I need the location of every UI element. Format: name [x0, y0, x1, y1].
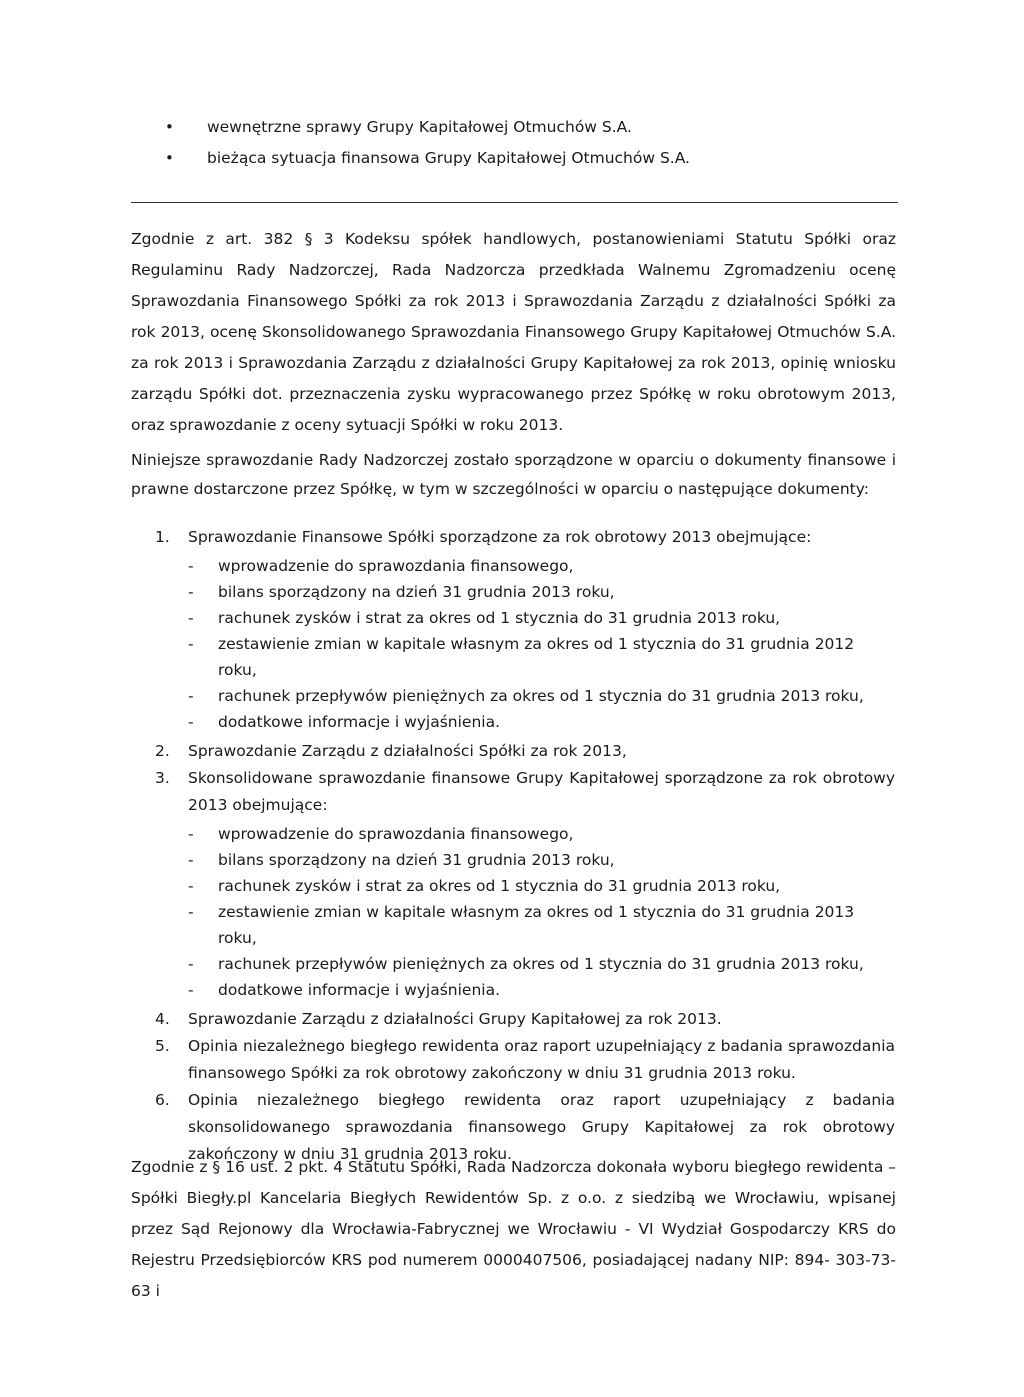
document-subitem-text: rachunek zysków i strat za okres od 1 stycznia do 31 grudnia 2013 roku,: [218, 877, 781, 895]
document-item-number: 6.: [155, 1091, 170, 1109]
dash-marker: -: [188, 955, 194, 973]
dash-marker: -: [188, 609, 194, 627]
paragraph-auditor-selection: Zgodnie z § 16 ust. 2 pkt. 4 Statutu Spółki, Rada Nadzorcza dokonała wyboru biegłego rewidenta – Spółki Biegły.pl Kancelaria Biegłych Rewidentów Sp. z o.o. z siedzibą we Wrocławiu, wpisanej przez Sąd Rejonowy dla Wrocławia-Fabrycznej we Wrocławiu - VI Wydział Gospodarczy KRS do Rejestru Przedsiębiorców KRS pod numerem 0000407506, posiadającej nadany NIP: 894- 303-73-63 i: [131, 1158, 897, 1300]
document-subitem: [188, 579, 895, 605]
document-subitem-text: wprowadzenie do sprawozdania finansowego,: [218, 557, 574, 575]
document-item-number: 4.: [155, 1010, 170, 1028]
document-subitem-text: dodatkowe informacje i wyjaśnienia.: [218, 981, 501, 999]
document-item-text: Opinia niezależnego biegłego rewidenta oraz raport uzupełniający z badania sprawozdania finansowego Spółki za rok obrotowy zakończony w dniu 31 grudnia 2013 roku.: [188, 1037, 895, 1082]
dash-marker: -: [188, 851, 194, 869]
document-item: [155, 765, 895, 1003]
document-subitem: [188, 847, 895, 873]
dash-marker: -: [188, 583, 194, 601]
document-subitem: [188, 821, 895, 847]
document-subitem-list: [188, 821, 895, 1003]
paragraph-documents-intro: Niniejsze sprawozdanie Rady Nadzorczej zostało sporządzone w oparciu o dokumenty finansowe i prawne dostarczone przez Spółkę, w tym w szczególności w oparciu o następujące dokumenty:: [131, 451, 896, 498]
dash-marker: -: [188, 687, 194, 705]
document-subitem: [188, 951, 895, 977]
document-item: [155, 738, 895, 765]
document-item: [155, 524, 895, 735]
document-subitem: [188, 605, 895, 631]
document-subitem: [188, 977, 895, 1003]
paragraph-legal-basis: Zgodnie z art. 382 § 3 Kodeksu spółek handlowych, postanowieniami Statutu Spółki oraz Regulaminu Rady Nadzorczej, Rada Nadzorcza przedkłada Walnemu Zgromadzeniu ocenę Sprawozdania Finansowego Spółki za rok 2013 i Sprawozdania Zarządu z działalności Spółki za rok 2013, ocenę Skonsolidowanego Sprawozdania Finansowego Grupy Kapitałowej Otmuchów S.A. za rok 2013 i Sprawozdania Zarządu z działalności Grupy Kapitałowej za rok 2013, opinię wniosku zarządu Spółki dot. przeznaczenia zysku wypracowanego przez Spółkę w roku obrotowym 2013, oraz sprawozdanie z oceny sytuacji Spółki w roku 2013.: [131, 230, 896, 434]
document-subitem: [188, 899, 895, 951]
document-subitem: [188, 631, 895, 683]
document-subitem-text: bilans sporządzony na dzień 31 grudnia 2013 roku,: [218, 583, 615, 601]
document-subitem-text: rachunek przepływów pieniężnych za okres od 1 stycznia do 31 grudnia 2013 roku,: [218, 687, 864, 705]
document-subitem: [188, 709, 895, 735]
document-subitem-text: zestawienie zmian w kapitale własnym za okres od 1 stycznia do 31 grudnia 2012 roku,: [218, 635, 855, 679]
document-item-text: Sprawozdanie Zarządu z działalności Grupy Kapitałowej za rok 2013.: [188, 1010, 722, 1028]
horizontal-divider: [131, 202, 898, 203]
document-subitem: [188, 553, 895, 579]
document-item-text: Sprawozdanie Zarządu z działalności Spółki za rok 2013,: [188, 742, 627, 760]
document-item-number: 5.: [155, 1037, 170, 1055]
document-item-text: Opinia niezależnego biegłego rewidenta oraz raport uzupełniający z badania skonsolidowanego sprawozdania finansowego Grupy Kapitałowej za rok obrotowy zakończony w dniu 31 grudnia 2013 roku.: [188, 1091, 895, 1163]
document-subitem-text: rachunek przepływów pieniężnych za okres od 1 stycznia do 31 grudnia 2013 roku,: [218, 955, 864, 973]
document-subitem: [188, 873, 895, 899]
document-item: [155, 1033, 895, 1087]
document-item-number: 1.: [155, 528, 170, 546]
dash-marker: -: [188, 903, 194, 921]
document-subitem-text: wprowadzenie do sprawozdania finansowego,: [218, 825, 574, 843]
bullet-item: • bieżąca sytuacja finansowa Grupy Kapitałowej Otmuchów S.A.: [165, 143, 865, 174]
dash-marker: -: [188, 635, 194, 653]
dash-marker: -: [188, 981, 194, 999]
document-subitem-text: rachunek zysków i strat za okres od 1 stycznia do 31 grudnia 2013 roku,: [218, 609, 781, 627]
document-item: [155, 1006, 895, 1033]
document-subitem-text: dodatkowe informacje i wyjaśnienia.: [218, 713, 501, 731]
document-item-number: 2.: [155, 742, 170, 760]
dash-marker: -: [188, 877, 194, 895]
documents-list: [155, 524, 895, 1168]
document-item-number: 3.: [155, 769, 170, 787]
top-bullet-list: [165, 112, 865, 174]
dash-marker: -: [188, 713, 194, 731]
document-subitem-text: zestawienie zmian w kapitale własnym za okres od 1 stycznia do 31 grudnia 2013 roku,: [218, 903, 855, 947]
dash-marker: -: [188, 557, 194, 575]
document-subitem-list: [188, 553, 895, 735]
document-subitem-text: bilans sporządzony na dzień 31 grudnia 2013 roku,: [218, 851, 615, 869]
document-item-text: Sprawozdanie Finansowe Spółki sporządzone za rok obrotowy 2013 obejmujące:: [188, 528, 812, 546]
bullet-item: • wewnętrzne sprawy Grupy Kapitałowej Otmuchów S.A.: [165, 112, 865, 143]
dash-marker: -: [188, 825, 194, 843]
document-subitem: [188, 683, 895, 709]
document-item-text: Skonsolidowane sprawozdanie finansowe Grupy Kapitałowej sporządzone za rok obrotowy 2013 obejmujące:: [188, 769, 895, 814]
